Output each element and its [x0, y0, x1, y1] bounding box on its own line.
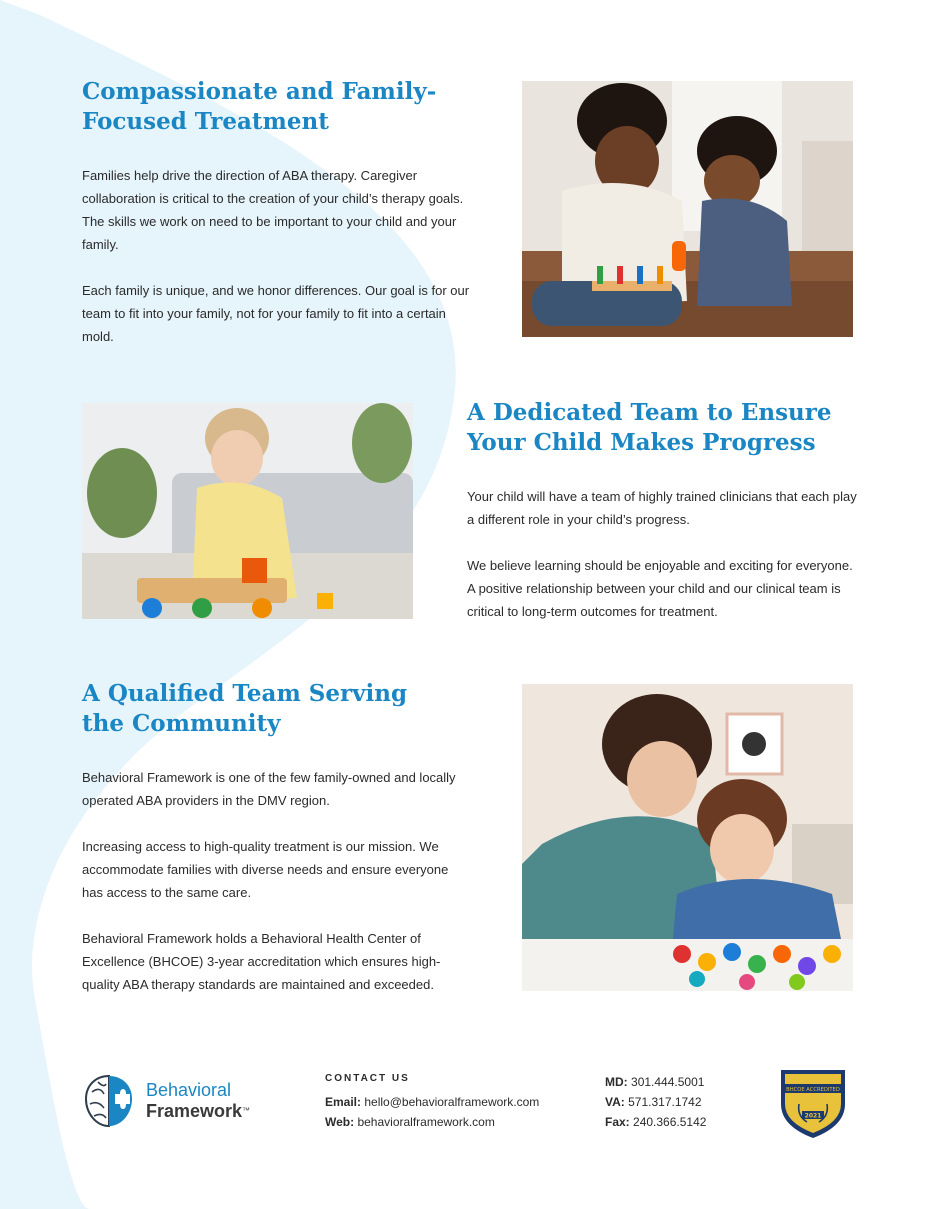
va-phone[interactable]: 571.317.1742	[628, 1095, 702, 1109]
photo-mother-child-playing	[522, 81, 853, 337]
section-paragraph: We believe learning should be enjoyable and exciting for everyone. A positive relationship between your child and our clinical team is critical to long-term outcomes for treatment.	[467, 558, 853, 619]
section-qualified-team	[82, 679, 472, 996]
fax-line	[605, 1112, 755, 1132]
section-heading: Compassionate and Family-Focused Treatment	[82, 78, 437, 135]
section-paragraph: Families help drive the direction of ABA therapy. Caregiver collaboration is critical to the creation of your child’s therapy goals. The skills we work on need to be important to your child and your family.	[82, 168, 464, 252]
section-dedicated-team	[467, 398, 857, 623]
web-label: Web:	[325, 1115, 355, 1129]
brand-logo[interactable]	[82, 1072, 282, 1132]
section-paragraph: Each family is unique, and we honor differences. Our goal is for our team to fit into your family, not for your family to fit into a certain mold.	[82, 283, 470, 344]
email-link[interactable]: hello@behavioralframework.com	[364, 1095, 540, 1109]
footer	[0, 1060, 934, 1150]
logo-line-1: Behavioral	[146, 1080, 232, 1100]
section-paragraph: Behavioral Framework is one of the few family-owned and locally operated ABA providers in the DMV region.	[82, 770, 456, 808]
badge-title: BHCOE ACCREDITED	[786, 1087, 840, 1093]
md-phone[interactable]: 301.444.5001	[631, 1075, 705, 1089]
photo-toddler-toy-train	[82, 403, 413, 619]
trademark-symbol: ™	[242, 1106, 251, 1115]
badge-year: 2021	[804, 1112, 822, 1120]
md-phone-line	[605, 1072, 755, 1092]
brain-puzzle-icon	[82, 1072, 136, 1130]
fax-label: Fax:	[605, 1115, 630, 1129]
section-heading: A Qualified Team Serving the Community	[82, 680, 408, 737]
fax-number: 240.366.5142	[633, 1115, 707, 1129]
web-line	[325, 1112, 575, 1132]
section-paragraph: Behavioral Framework holds a Behavioral Health Center of Excellence (BHCOE) 3-year accreditation which ensures high-quality ABA therapy standards are maintained and exceeded.	[82, 931, 441, 992]
section-heading: A Dedicated Team to Ensure Your Child Makes Progress	[467, 399, 832, 456]
contact-block	[325, 1072, 575, 1132]
phone-block	[605, 1072, 755, 1132]
va-phone-line	[605, 1092, 755, 1112]
email-line	[325, 1092, 575, 1112]
photo-woman-girl-puzzle	[522, 684, 853, 991]
section-paragraph: Your child will have a team of highly trained clinicians that each play a different role in your child’s progress.	[467, 489, 857, 527]
contact-title: CONTACT US	[325, 1073, 410, 1084]
md-label: MD:	[605, 1075, 628, 1089]
bhcoe-accreditation-badge	[775, 1064, 851, 1142]
logo-line-2	[146, 1101, 250, 1121]
email-label: Email:	[325, 1095, 362, 1109]
web-link[interactable]: behavioralframework.com	[357, 1115, 495, 1129]
logo-wordmark: Framework	[146, 1101, 243, 1121]
section-paragraph: Increasing access to high-quality treatment is our mission. We accommodate families with diverse needs and ensure everyone has access to the same care.	[82, 839, 449, 900]
section-family-focused	[82, 77, 472, 348]
va-label: VA:	[605, 1095, 625, 1109]
